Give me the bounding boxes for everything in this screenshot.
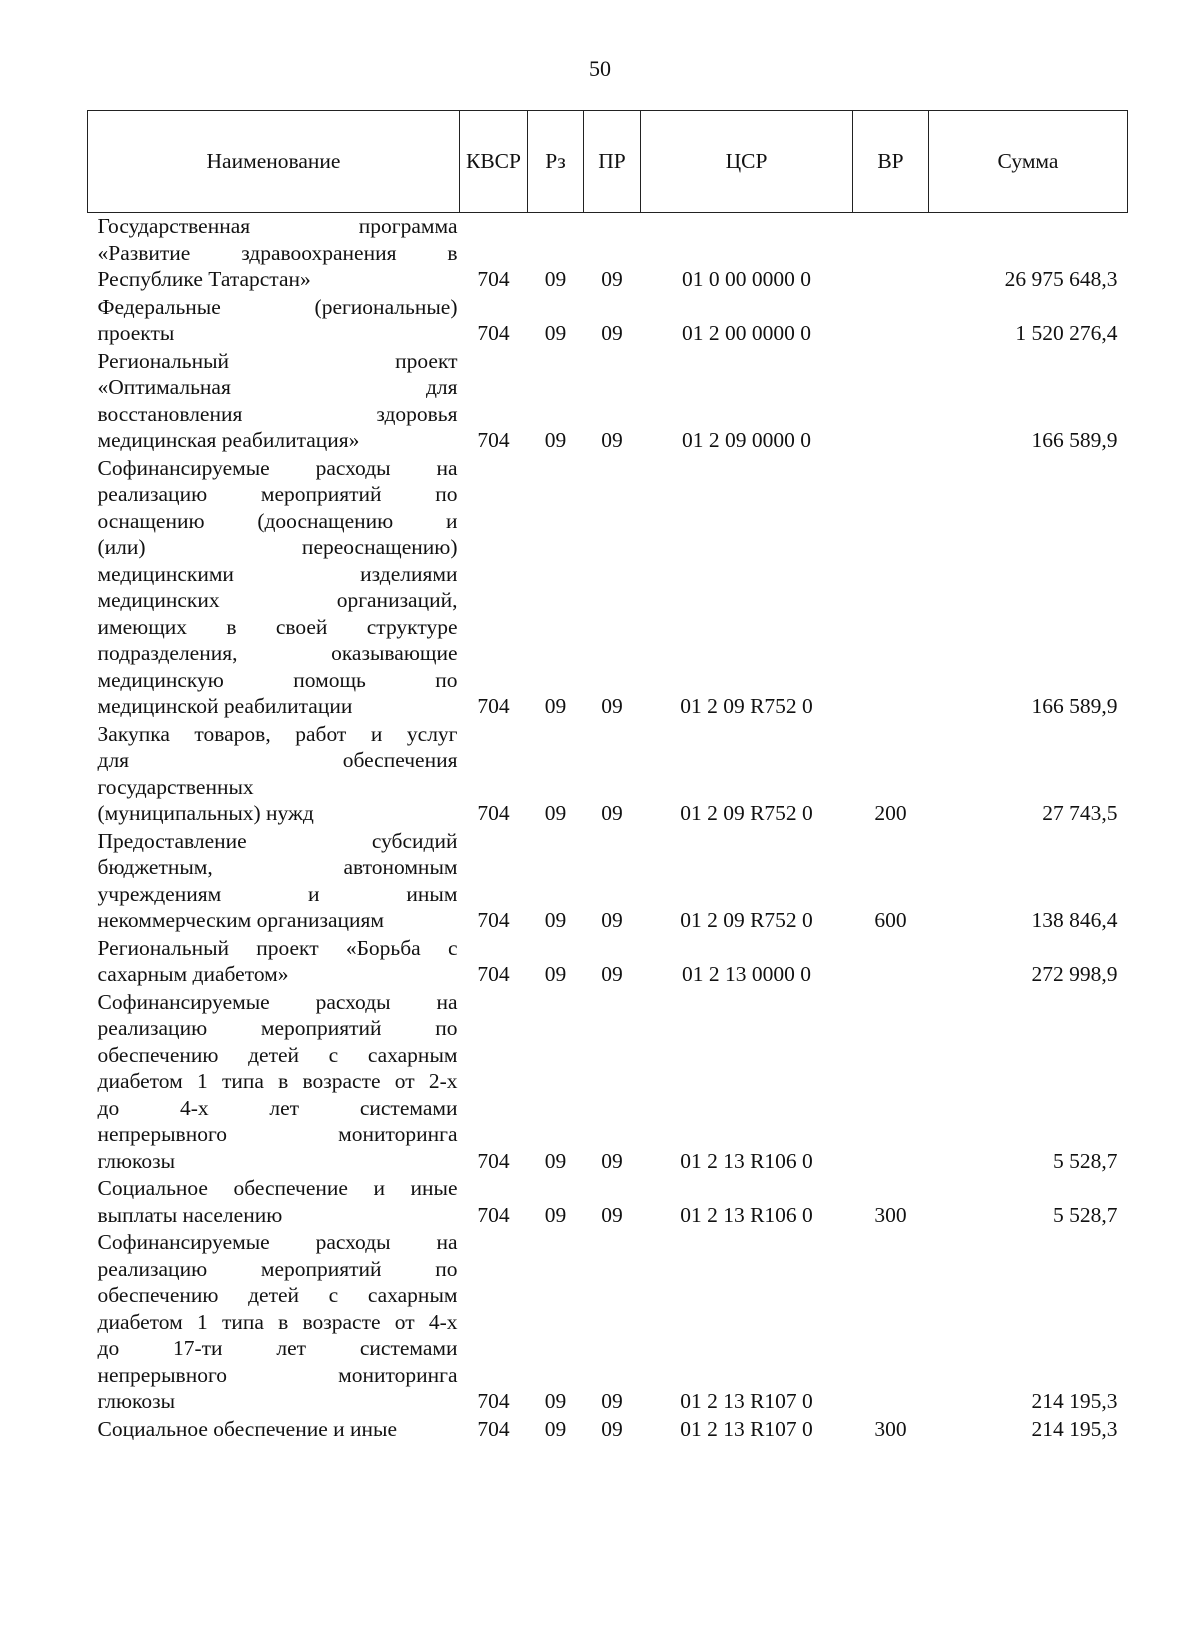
row-name-line: Закупка товаров, работ и услуг: [97, 721, 458, 746]
row-name-line: реализацию мероприятий по: [97, 1256, 458, 1281]
row-name-line: имеющих в своей структуре: [97, 614, 458, 639]
row-name-line: Республике Татарстан»: [97, 267, 311, 291]
row-name-line: оснащению (дооснащению и: [97, 508, 458, 533]
row-name-line: обеспечению детей с сахарным: [97, 1042, 458, 1067]
row-vr: [853, 989, 929, 1176]
row-name-line: «Оптимальная для: [97, 375, 458, 399]
row-name-line: Софинансируемые расходы на: [97, 1230, 458, 1254]
header-pr: ПР: [584, 111, 641, 213]
header-name: Наименование: [88, 111, 460, 213]
row-kvsr: 704: [477, 321, 510, 345]
row-kvsr: 704: [477, 908, 510, 932]
row-name-line: реализацию мероприятий по: [97, 1016, 458, 1040]
row-rz: 09: [544, 1416, 567, 1441]
row-name-line: диабетом 1 типа в возрасте от 4-х: [97, 1309, 458, 1334]
table-row: [88, 828, 1128, 935]
row-name-line: некоммерческим организациям: [97, 908, 384, 932]
row-name-line: Социальное обеспечение и иные: [97, 1416, 398, 1441]
table-header: [88, 111, 1128, 213]
row-name: [88, 721, 460, 828]
row-name: [88, 828, 460, 935]
row-name-line: медицинской реабилитации: [97, 694, 353, 718]
row-pr: 09: [601, 694, 623, 718]
row-rz: 09: [544, 908, 567, 932]
row-csr: 01 2 09 R752 0: [680, 908, 813, 932]
row-name-line: Региональный проект: [97, 348, 458, 373]
row-sum: 5 528,7: [1053, 1148, 1118, 1173]
row-vr: [853, 1229, 929, 1416]
row-vr: [853, 213, 929, 294]
row-name-line: глюкозы: [97, 1389, 176, 1413]
table-row: [88, 348, 1128, 455]
row-name-line: медицинскую помощь по: [97, 667, 458, 692]
table-row: [88, 1175, 1128, 1229]
row-name-line: Предоставление субсидий: [97, 828, 458, 853]
row-rz: 09: [544, 1389, 567, 1413]
row-pr: 09: [601, 428, 623, 452]
row-name: [88, 348, 460, 455]
row-csr: 01 2 13 0000 0: [682, 962, 811, 986]
row-name: [88, 1175, 460, 1229]
row-name: [88, 1229, 460, 1416]
row-rz: 09: [544, 321, 567, 345]
row-kvsr: 704: [477, 1389, 510, 1413]
row-csr: 01 2 09 R752 0: [680, 801, 813, 825]
budget-table: [87, 110, 1128, 1443]
table-row: [88, 935, 1128, 989]
row-name-line: медицинская реабилитация»: [97, 428, 360, 452]
row-name: [88, 1416, 460, 1444]
row-sum: 5 528,7: [1053, 1202, 1118, 1227]
row-sum: 26 975 648,3: [1004, 267, 1118, 291]
row-csr: 01 2 13 R106 0: [680, 1202, 813, 1227]
row-name: [88, 455, 460, 721]
row-rz: 09: [544, 1148, 567, 1173]
row-name-line: для обеспечения: [97, 748, 458, 772]
row-csr: 01 2 13 R106 0: [680, 1148, 813, 1173]
header-kvsr: КВСР: [460, 111, 528, 213]
row-kvsr: 704: [477, 1202, 510, 1227]
row-csr: 01 2 09 R752 0: [680, 694, 813, 718]
row-name-line: учреждениям и иным: [97, 881, 458, 906]
row-name-line: Софинансируемые расходы на: [97, 455, 458, 480]
row-sum: 138 846,4: [1031, 908, 1118, 932]
row-name-line: восстановления здоровья: [97, 401, 458, 426]
row-kvsr: 704: [477, 801, 510, 825]
row-name-line: до 4-х лет системами: [97, 1095, 458, 1120]
table-row: [88, 294, 1128, 348]
row-name: [88, 294, 460, 348]
row-name-line: (муниципальных) нужд: [97, 801, 314, 825]
row-pr: 09: [601, 908, 623, 932]
row-sum: 27 743,5: [1042, 801, 1118, 825]
row-name-line: бюджетным, автономным: [97, 855, 458, 879]
table-row: [88, 1416, 1128, 1444]
header-vr: ВР: [853, 111, 929, 213]
row-name: [88, 213, 460, 294]
row-kvsr: 704: [477, 1416, 510, 1441]
row-rz: 09: [544, 962, 567, 986]
row-rz: 09: [544, 1202, 567, 1227]
row-csr: 01 2 00 0000 0: [682, 321, 811, 345]
row-name-line: диабетом 1 типа в возрасте от 2-х: [97, 1069, 458, 1093]
header-rz: Рз: [528, 111, 584, 213]
row-vr: [853, 935, 929, 989]
row-name-line: Софинансируемые расходы на: [97, 989, 458, 1014]
row-sum: 166 589,9: [1031, 694, 1118, 718]
table-row: [88, 213, 1128, 294]
row-name-line: Федеральные (региональные): [97, 294, 458, 319]
row-name-line: до 17-ти лет системами: [97, 1336, 458, 1360]
row-name-line: сахарным диабетом»: [97, 962, 289, 986]
row-name-line: глюкозы: [97, 1148, 176, 1173]
row-name-line: «Развитие здравоохранения в: [97, 240, 458, 265]
row-sum: 166 589,9: [1031, 428, 1118, 452]
row-rz: 09: [544, 267, 567, 291]
table-row: [88, 455, 1128, 721]
row-name-line: выплаты населению: [97, 1202, 283, 1227]
row-kvsr: 704: [477, 694, 510, 718]
row-pr: 09: [601, 1416, 623, 1441]
row-vr: [853, 294, 929, 348]
row-pr: 09: [601, 801, 623, 825]
row-name-line: реализацию мероприятий по: [97, 482, 458, 506]
row-csr: 01 2 13 R107 0: [680, 1389, 813, 1413]
row-rz: 09: [544, 428, 567, 452]
row-pr: 09: [601, 962, 623, 986]
row-vr: 200: [874, 801, 907, 825]
row-pr: 09: [601, 321, 623, 345]
row-name-line: медицинскими изделиями: [97, 561, 458, 586]
row-rz: 09: [544, 801, 567, 825]
row-rz: 09: [544, 694, 567, 718]
row-name-line: медицинских организаций,: [97, 588, 458, 612]
header-sum: Сумма: [929, 111, 1128, 213]
row-sum: 272 998,9: [1031, 962, 1118, 986]
row-sum: 214 195,3: [1031, 1389, 1118, 1413]
table-row: [88, 989, 1128, 1176]
row-name-line: непрерывного мониторинга: [97, 1362, 458, 1387]
row-name-line: подразделения, оказывающие: [97, 641, 458, 665]
header-csr: ЦСР: [641, 111, 853, 213]
table-body: [88, 213, 1128, 1444]
row-pr: 09: [601, 1389, 623, 1413]
row-kvsr: 704: [477, 267, 510, 291]
row-vr: 300: [874, 1202, 907, 1227]
row-sum: 1 520 276,4: [1015, 321, 1118, 345]
row-kvsr: 704: [477, 962, 510, 986]
row-vr: 600: [874, 908, 907, 932]
row-pr: 09: [601, 1148, 623, 1173]
row-name: [88, 989, 460, 1176]
row-name-line: (или) переоснащению): [97, 535, 458, 559]
table-row: [88, 721, 1128, 828]
row-kvsr: 704: [477, 1148, 510, 1173]
row-sum: 214 195,3: [1031, 1416, 1118, 1441]
row-name-line: Государственная программа: [97, 214, 458, 238]
row-name-line: государственных: [97, 774, 254, 799]
row-csr: 01 0 00 0000 0: [682, 267, 811, 291]
row-csr: 01 2 09 0000 0: [682, 428, 811, 452]
page-number: 50: [589, 56, 611, 81]
row-name: [88, 935, 460, 989]
row-vr: 300: [874, 1416, 907, 1441]
row-name-line: обеспечению детей с сахарным: [97, 1283, 458, 1307]
row-pr: 09: [601, 267, 623, 291]
row-name-line: Региональный проект «Борьба с: [97, 935, 458, 960]
row-kvsr: 704: [477, 428, 510, 452]
row-name-line: проекты: [97, 321, 175, 345]
row-name-line: непрерывного мониторинга: [97, 1122, 458, 1146]
row-pr: 09: [601, 1202, 623, 1227]
row-csr: 01 2 13 R107 0: [680, 1416, 813, 1441]
row-vr: [853, 348, 929, 455]
row-name-line: Социальное обеспечение и иные: [97, 1176, 458, 1200]
row-vr: [853, 455, 929, 721]
table-row: [88, 1229, 1128, 1416]
